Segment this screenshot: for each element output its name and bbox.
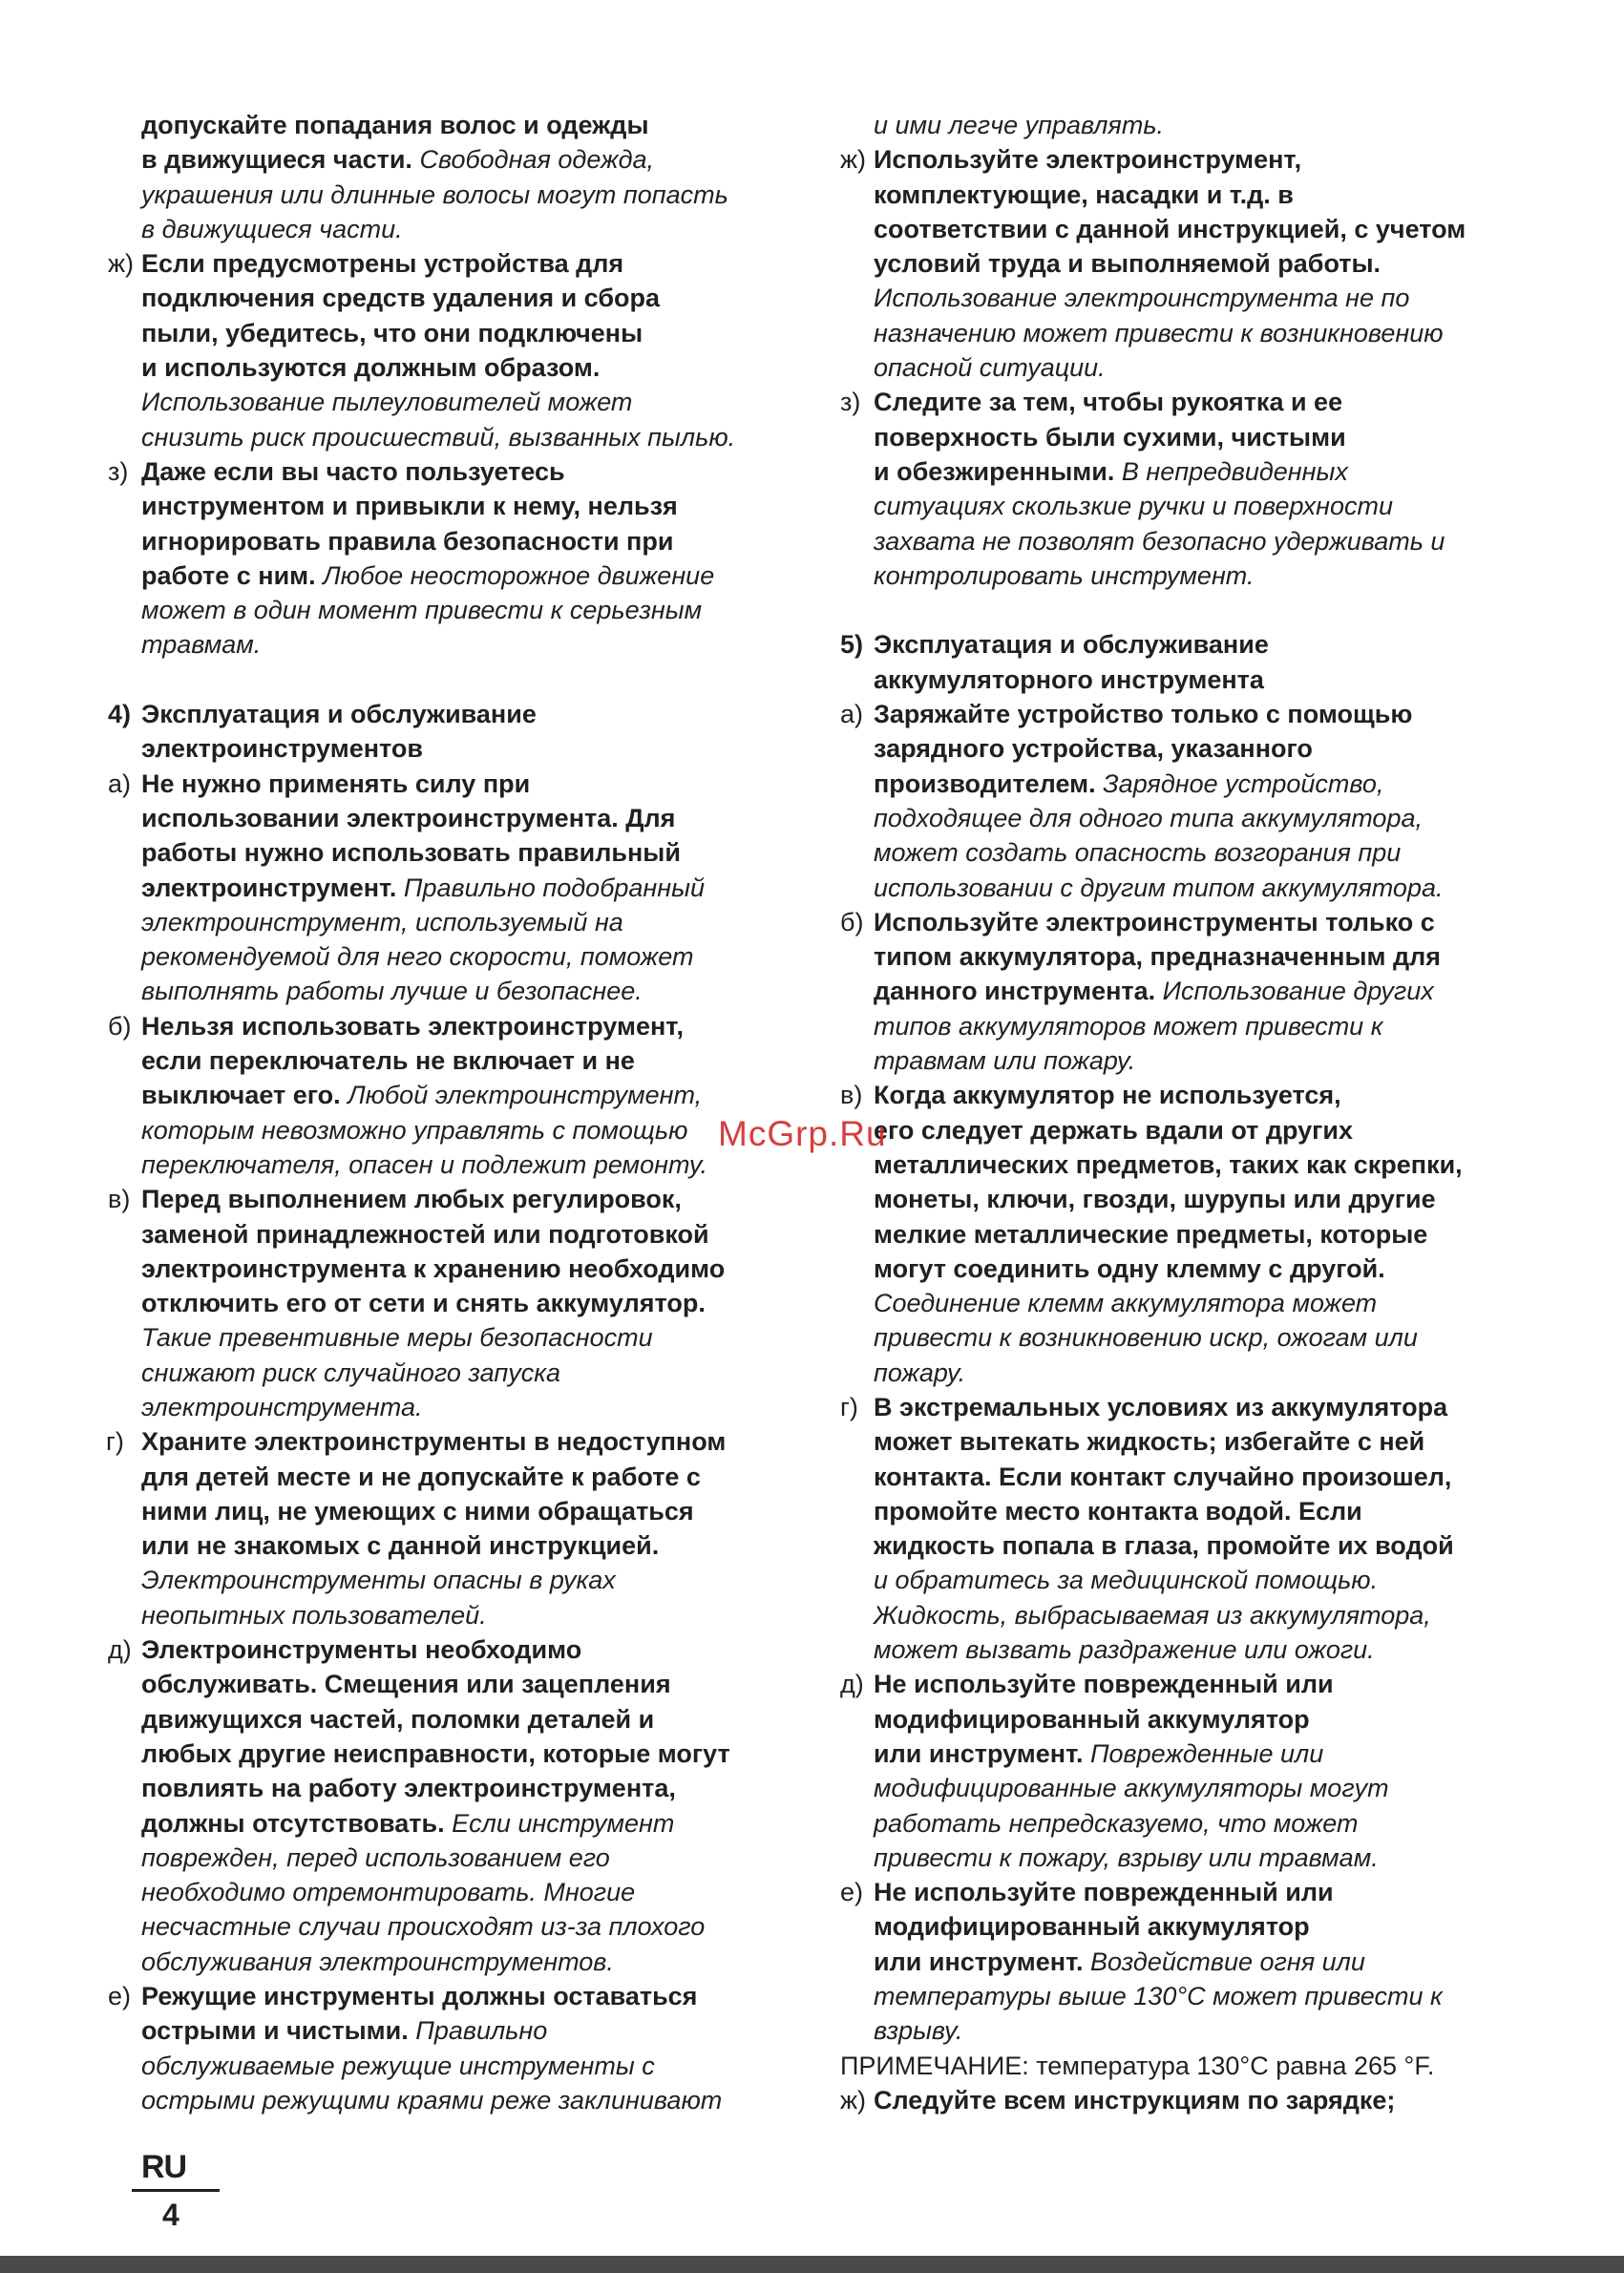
item-marker: а) [840,700,864,729]
text-line: опасной ситуации. [874,353,1106,383]
text-line: зарядного устройства, указанного [874,734,1313,764]
text-line: Правильно подобранный [396,873,706,902]
text-line: мелкие металлические предметы, которые [874,1219,1428,1249]
text-line: Такие превентивные меры безопасности [141,1323,653,1353]
text-line: данного инструмента. [874,977,1156,1006]
text-line: обслуживаемые режущие инструменты с [141,2051,655,2080]
text-line: или инструмент. [874,1947,1084,1976]
section-title-line: электроинструментов [141,734,423,764]
text-line: рекомендуемой для него скорости, поможет [141,942,694,972]
text-line: Электроинструменты необходимо [141,1635,582,1665]
text-line: комплектующие, насадки и т.д. в [874,179,1294,209]
text-line: производителем. [874,768,1096,798]
section-4-heading [108,697,795,767]
text-line: украшения или длинные волосы могут попасть [141,179,728,209]
right-item-v [840,1078,1532,1390]
text-line: Режущие инструменты должны оставаться [141,1982,698,2011]
text-line: Использование электроинструмента не по [874,284,1410,313]
text-line: любых другие неисправности, которые могут [141,1738,730,1768]
text-line: температуры выше 130°С может привести к [874,1982,1443,2011]
item-marker: б) [840,907,864,937]
text-line: монеты, ключи, гвозди, шурупы или другие [874,1185,1436,1214]
text-line: неопытных пользователей. [141,1600,487,1630]
text-line: Жидкость, выбрасываемая из аккумулятора, [874,1600,1431,1630]
text-line: отключить его от сети и снять аккумулятор. [141,1289,706,1318]
left-item-b [108,1009,795,1182]
text-line: соответствии с данной инструкцией, с учетом [874,214,1466,243]
section-5-heading [840,627,1532,697]
text-line: модифицированные аккумуляторы могут [874,1774,1389,1803]
language-code: RU [141,2149,187,2185]
left-item-z [108,454,795,663]
text-line: выключает его. [141,1081,341,1110]
left-item-d [108,1632,795,1979]
text-line: переключателя, опасен и подлежит ремонту. [141,1149,708,1179]
text-line: поверхность были сухими, чистыми [874,422,1346,452]
text-line: игнорировать правила безопасности при [141,526,674,556]
text-line: контакта. Если контакт случайно произошел, [874,1462,1452,1491]
text-line: в движущиеся части. [141,214,403,243]
right-item-e [840,1875,1532,2048]
text-line: электроинструмент. [141,873,397,902]
text-line: Не используйте поврежденный или [874,1670,1334,1699]
text-line: и ими легче управлять. [874,111,1165,139]
text-line: модифицированный аккумулятор [874,1912,1310,1942]
text-line: травмам или пожару. [874,1046,1136,1076]
text-line: Зарядное устройство, [1095,768,1384,798]
text-line: В непредвиденных [1114,456,1348,486]
text-line: должны отсутствовать. [141,1808,445,1838]
text-line: Использование пылеуловителей может [141,388,633,417]
text-line: движущихся частей, поломки деталей и [141,1704,655,1734]
text-line: Если предусмотрены устройства для [141,249,624,279]
text-line: назначению может привести к возникновению [874,318,1444,347]
left-item-zh [108,246,795,454]
section-number: 4) [108,700,132,729]
left-item-e [108,1979,795,2117]
text-line: которым невозможно управлять с помощью [141,1115,688,1145]
text-line: электроинструмент, используемый на [141,907,623,937]
text-line: использовании электроинструмента. Для [141,803,676,832]
text-line: или не знакомых с данной инструкцией. [141,1531,660,1561]
watermark: McGrp.Ru [718,1114,887,1153]
right-column [840,108,1532,2117]
text-line: Воздействие огня или [1083,1947,1365,1976]
right-item-b [840,905,1532,1078]
text-line: подключения средств удаления и сбора [141,284,661,313]
section-title-line: аккумуляторного инструмента [874,664,1264,694]
text-line: условий труда и выполняемой работы. [874,249,1381,279]
text-line: и обезжиренными. [874,456,1115,486]
text-line: металлических предметов, таких как скрепки, [874,1149,1463,1179]
text-line: повлиять на работу электроинструмента, [141,1774,676,1803]
text-line: работы нужно использовать правильный [141,838,681,868]
right-item-g [840,1390,1532,1667]
text-line: или инструмент. [874,1738,1084,1768]
right-item-a [840,697,1532,905]
text-line: типом аккумулятора, предназначенным для [874,942,1442,972]
text-line: необходимо отремонтировать. Многие [141,1878,636,1907]
text-line: захвата не позволят безопасно удерживать и [874,526,1445,556]
text-line: могут соединить одну клемму с другой. [874,1253,1385,1283]
text-line: Используйте электроинструменты только с [874,907,1435,937]
right-item-zh [840,142,1532,385]
item-marker: з) [840,388,861,417]
text-line: Даже если вы часто пользуетесь [141,456,565,486]
text-line: поврежден, перед использованием его [141,1842,610,1872]
text-line: Соединение клемм аккумулятора может [874,1289,1378,1318]
text-line: Электроинструменты опасны в руках [141,1566,616,1595]
text-line: в движущиеся части. [141,145,412,175]
footer-divider [132,2189,220,2192]
item-marker: д) [108,1635,132,1665]
text-line: работе с ним. [141,560,316,590]
item-marker: е) [108,1982,132,2011]
text-line: снизить риск происшествий, вызванных пылью. [141,422,736,452]
text-line: обслуживания электроинструментов. [141,1947,614,1976]
text-line: может вытекать жидкость; избегайте с ней [874,1427,1425,1457]
text-line: Перед выполнением любых регулировок, [141,1185,682,1214]
text-line: Используйте электроинструмент, [874,145,1302,175]
text-line: Использование других [1155,977,1434,1006]
left-item-a [108,767,795,1009]
left-item-g [108,1424,795,1632]
text-line: выполнять работы лучше и безопаснее. [141,977,643,1006]
item-marker: б) [108,1011,132,1041]
text-line: если переключатель не включает и не [141,1046,635,1076]
text-line: Храните электроинструменты в недоступном [141,1427,727,1457]
right-item-zh2 [840,2083,1532,2117]
item-marker: в) [840,1081,863,1110]
text-line: модифицированный аккумулятор [874,1704,1310,1734]
text-line: травмам. [141,630,262,660]
text-line: Нельзя использовать электроинструмент, [141,1011,684,1041]
right-item-d [840,1667,1532,1875]
text-line: допускайте попадания волос и одежды [141,111,649,139]
bottom-band [0,2256,1624,2273]
text-line: острыми и чистыми. [141,2016,409,2046]
text-line: Правильно [408,2016,548,2046]
section-title-line: Эксплуатация и обслуживание [874,630,1269,660]
item-marker: в) [108,1185,131,1214]
text-line: взрыву. [874,2016,963,2046]
text-line: и используются должным образом. [141,353,601,383]
text-line: жидкость попала в глаза, промойте их водой [874,1531,1454,1561]
item-marker: з) [108,456,129,486]
left-column [108,108,795,2117]
text-line: острыми режущими краями реже заклинивают [141,2085,723,2115]
text-line: Не нужно применять силу при [141,768,531,798]
right-item-z [840,385,1532,593]
text-line: инструментом и привыкли к нему, нельзя [141,492,678,521]
item-marker: а) [108,768,132,798]
text-line: привести к пожару, взрыву или травмам. [874,1842,1379,1872]
text-line: пыли, убедитесь, что они подключены [141,318,643,347]
text-line: Следуйте всем инструкциям по зарядке; [874,2085,1396,2115]
text-line: обслуживать. Смещения или зацепления [141,1670,671,1699]
text-line: пожару. [874,1357,966,1387]
text-line: использовании с другим типом аккумулятора. [874,873,1444,902]
text-line: Когда аккумулятор не используется, [874,1081,1341,1110]
text-line: может в один момент привести к серьезным [141,596,703,625]
item-marker: ж) [840,145,867,175]
text-line: и обратитесь за медицинской помощью. [874,1566,1379,1595]
temperature-note: ПРИМЕЧАНИЕ: температура 130°С равна 265 °F. [840,2051,1435,2080]
text-line: подходящее для одного типа аккумулятора, [874,803,1423,832]
item-marker: г) [840,1392,858,1421]
item-marker: е) [840,1878,864,1907]
right-intro-continued [840,108,1532,142]
text-line: несчастные случаи происходят из-за плохого [141,1912,706,1942]
left-item-v [108,1182,795,1424]
item-marker: ж) [108,249,135,279]
text-line: для детей месте и не допускайте к работе с [141,1462,701,1491]
text-line: заменой принадлежностей или подготовкой [141,1219,709,1249]
text-line: электроинструмента. [141,1392,423,1421]
text-line: промойте место контакта водой. Если [874,1496,1362,1526]
left-intro-continued [108,108,795,246]
section-title-line: Эксплуатация и обслуживание [141,700,537,729]
text-line: В экстремальных условиях из аккумулятора [874,1392,1448,1421]
text-line: Любое неосторожное движение [315,560,715,590]
text-line: может создать опасность возгорания при [874,838,1402,868]
text-line: ситуациях скользкие ручки и поверхности [874,492,1394,521]
section-number: 5) [840,630,864,660]
text-line: его следует держать вдали от других [874,1115,1354,1145]
text-line: Любой электроинструмент, [340,1081,703,1110]
text-line: контролировать инструмент. [874,560,1255,590]
text-line: ними лиц, не умеющих с ними обращаться [141,1496,694,1526]
text-line: может вызвать раздражение или ожоги. [874,1635,1375,1665]
text-line: снижают риск случайного запуска [141,1357,560,1387]
text-line: Свободная одежда, [411,145,655,175]
text-line: Поврежденные или [1083,1738,1324,1768]
text-line: привести к возникновению искр, ожогам или [874,1323,1418,1353]
text-line: типов аккумуляторов может привести к [874,1011,1383,1041]
item-marker: г) [106,1427,124,1457]
text-line: Следите за тем, чтобы рукоятка и ее [874,388,1343,417]
text-line: Не используйте поврежденный или [874,1878,1334,1907]
item-marker: д) [840,1670,864,1699]
text-line: электроинструмента к хранению необходимо [141,1253,726,1283]
page-number: 4 [162,2198,179,2232]
text-line: Если инструмент [444,1808,675,1838]
item-marker: ж) [840,2085,867,2115]
text-line: работать непредсказуемо, что может [874,1808,1359,1838]
text-line: Заряжайте устройство только с помощью [874,700,1413,729]
